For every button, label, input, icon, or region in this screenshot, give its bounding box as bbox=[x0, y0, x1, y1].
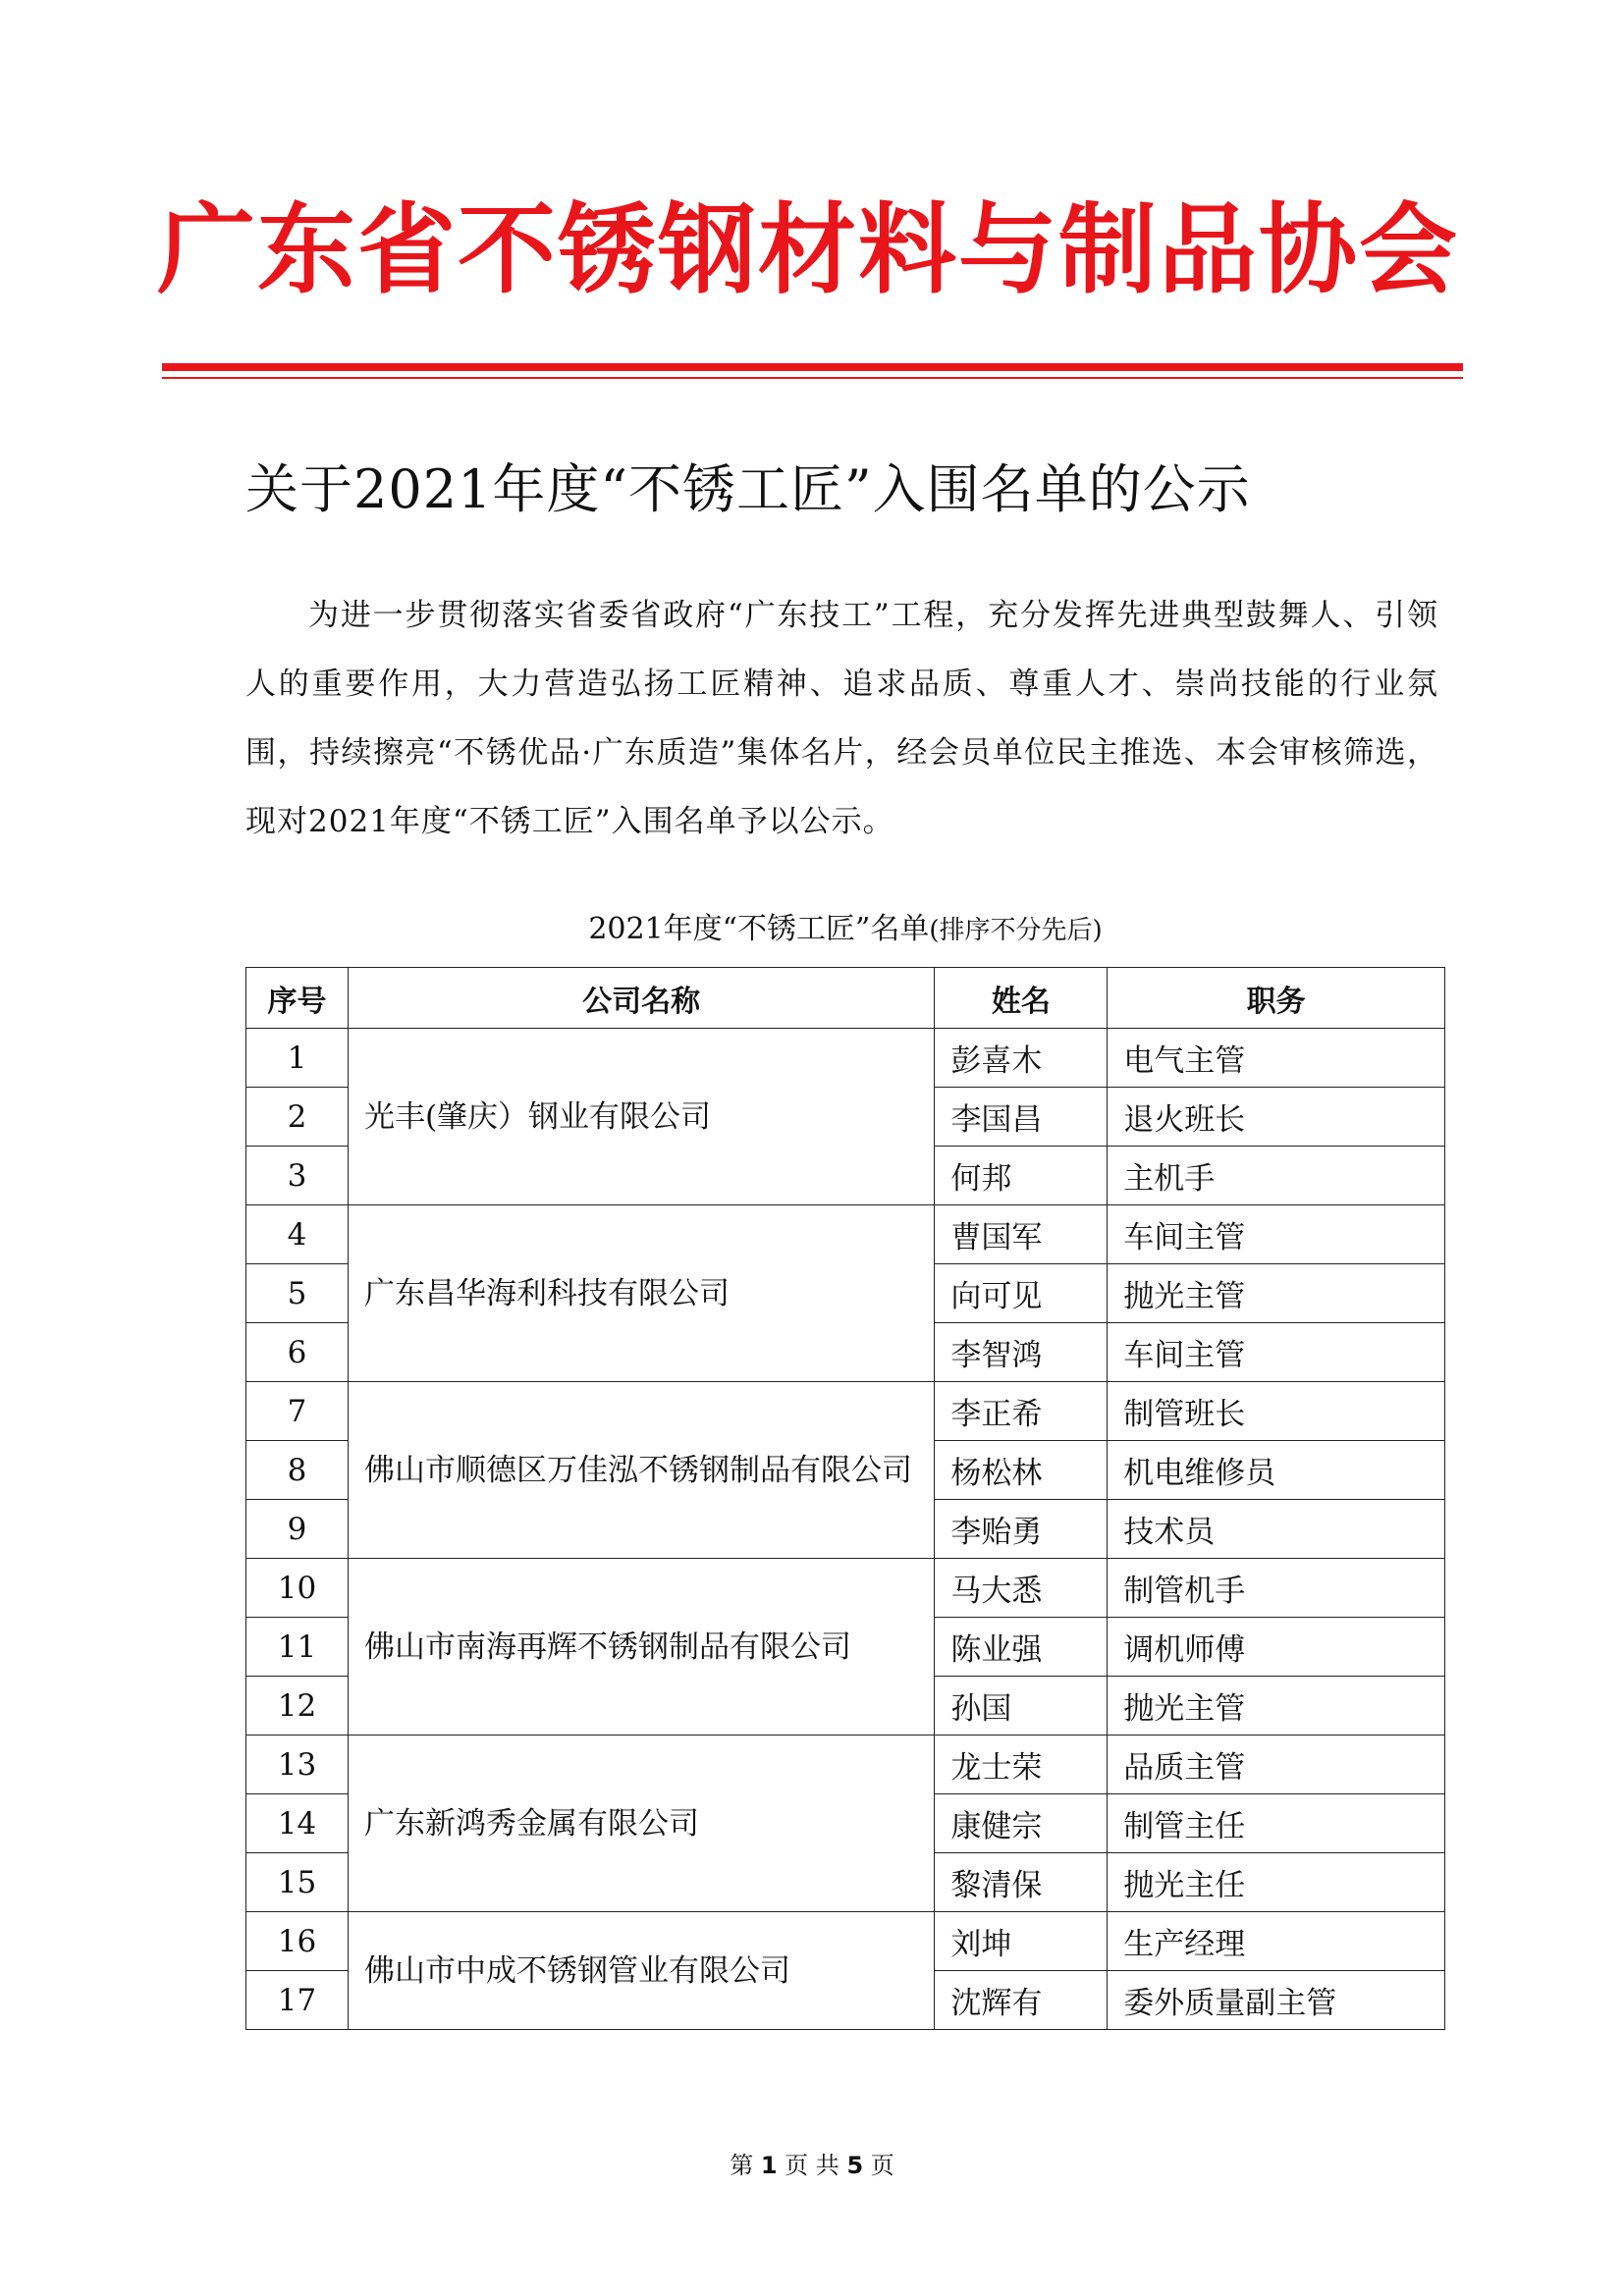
table-row bbox=[246, 1559, 1445, 1618]
row-number: 9 bbox=[246, 1500, 349, 1559]
person-position: 制管主任 bbox=[1108, 1794, 1445, 1853]
person-position: 退火班长 bbox=[1108, 1088, 1445, 1147]
footer-prefix: 第 bbox=[730, 2152, 754, 2179]
row-number: 14 bbox=[246, 1794, 349, 1853]
person-name: 李正希 bbox=[935, 1382, 1108, 1441]
row-number: 11 bbox=[246, 1618, 349, 1677]
roster-table-body bbox=[246, 1029, 1445, 2030]
row-number: 1 bbox=[246, 1029, 349, 1088]
document-title: 关于2021年度“不锈工匠”入围名单的公示 bbox=[245, 458, 1251, 520]
company-name: 佛山市顺德区万佳泓不锈钢制品有限公司 bbox=[348, 1382, 934, 1559]
person-name: 刘坤 bbox=[935, 1912, 1108, 1971]
row-number: 7 bbox=[246, 1382, 349, 1441]
footer-suffix: 页 bbox=[870, 2152, 894, 2179]
person-name: 李智鸿 bbox=[935, 1323, 1108, 1382]
person-name: 向可见 bbox=[935, 1264, 1108, 1323]
person-position: 机电维修员 bbox=[1108, 1441, 1445, 1500]
person-name: 龙士荣 bbox=[935, 1735, 1108, 1794]
person-position: 生产经理 bbox=[1108, 1912, 1445, 1971]
row-number: 15 bbox=[246, 1853, 349, 1912]
table-row bbox=[246, 1382, 1445, 1441]
person-position: 电气主管 bbox=[1108, 1029, 1445, 1088]
row-number: 16 bbox=[246, 1912, 349, 1971]
row-number: 5 bbox=[246, 1264, 349, 1323]
person-position: 车间主管 bbox=[1108, 1205, 1445, 1264]
masthead-red-rule bbox=[162, 363, 1463, 371]
person-name: 何邦 bbox=[935, 1147, 1108, 1205]
person-name: 康健宗 bbox=[935, 1794, 1108, 1853]
person-position: 技术员 bbox=[1108, 1500, 1445, 1559]
table-caption-text: 2021年度“不锈工匠”名单 bbox=[588, 912, 930, 946]
company-name: 广东新鸿秀金属有限公司 bbox=[348, 1735, 934, 1912]
person-name: 彭喜木 bbox=[935, 1029, 1108, 1088]
company-name: 广东昌华海利科技有限公司 bbox=[348, 1205, 934, 1382]
person-position: 制管班长 bbox=[1108, 1382, 1445, 1441]
header-position: 职务 bbox=[1108, 968, 1445, 1029]
header-name: 姓名 bbox=[935, 968, 1108, 1029]
person-position: 制管机手 bbox=[1108, 1559, 1445, 1618]
table-row bbox=[246, 1912, 1445, 1971]
intro-paragraph: 为进一步贯彻落实省委省政府“广东技工”工程，充分发挥先进典型鼓舞人、引领人的重要作用，大力营造弘扬工匠精神、追求品质、尊重人才、崇尚技能的行业氛围，持续擦亮“不锈优品·广东质造”集体名片，经会员单位民主推选、本会审核筛选，现对2021年度“不锈工匠”入围名单予以公示。 bbox=[245, 598, 1438, 839]
association-masthead: 广东省不锈钢材料与制品协会 bbox=[157, 192, 1459, 307]
masthead-red-rule-thin bbox=[162, 377, 1463, 379]
person-position: 品质主管 bbox=[1108, 1735, 1445, 1794]
page-footer bbox=[0, 2146, 1624, 2180]
person-name: 马大悉 bbox=[935, 1559, 1108, 1618]
person-position: 车间主管 bbox=[1108, 1323, 1445, 1382]
person-name: 孙国 bbox=[935, 1677, 1108, 1735]
row-number: 2 bbox=[246, 1088, 349, 1147]
person-name: 杨松林 bbox=[935, 1441, 1108, 1500]
table-row bbox=[246, 1735, 1445, 1794]
row-number: 17 bbox=[246, 1971, 349, 2030]
table-header-row bbox=[246, 968, 1445, 1029]
person-position: 主机手 bbox=[1108, 1147, 1445, 1205]
header-number: 序号 bbox=[246, 968, 349, 1029]
person-position: 抛光主管 bbox=[1108, 1677, 1445, 1735]
person-name: 李国昌 bbox=[935, 1088, 1108, 1147]
row-number: 10 bbox=[246, 1559, 349, 1618]
company-name: 光丰(肇庆）钢业有限公司 bbox=[348, 1029, 934, 1205]
footer-total-pages: 5 bbox=[846, 2152, 864, 2179]
person-position: 抛光主管 bbox=[1108, 1264, 1445, 1323]
row-number: 13 bbox=[246, 1735, 349, 1794]
company-name: 佛山市中成不锈钢管业有限公司 bbox=[348, 1912, 934, 2030]
table-row bbox=[246, 1205, 1445, 1264]
person-position: 抛光主任 bbox=[1108, 1853, 1445, 1912]
row-number: 8 bbox=[246, 1441, 349, 1500]
person-name: 李贻勇 bbox=[935, 1500, 1108, 1559]
person-name: 黎清保 bbox=[935, 1853, 1108, 1912]
row-number: 4 bbox=[246, 1205, 349, 1264]
company-name: 佛山市南海再辉不锈钢制品有限公司 bbox=[348, 1559, 934, 1735]
row-number: 3 bbox=[246, 1147, 349, 1205]
table-caption bbox=[245, 912, 1445, 946]
row-number: 6 bbox=[246, 1323, 349, 1382]
header-company: 公司名称 bbox=[348, 968, 934, 1029]
person-position: 委外质量副主管 bbox=[1108, 1971, 1445, 2030]
footer-middle: 页 共 bbox=[785, 2152, 839, 2179]
table-row bbox=[246, 1029, 1445, 1088]
person-position: 调机师傅 bbox=[1108, 1618, 1445, 1677]
person-name: 曹国军 bbox=[935, 1205, 1108, 1264]
person-name: 沈辉有 bbox=[935, 1971, 1108, 2030]
roster-table bbox=[245, 967, 1445, 2030]
footer-current-page: 1 bbox=[760, 2152, 778, 2179]
person-name: 陈业强 bbox=[935, 1618, 1108, 1677]
table-caption-note: (排序不分先后) bbox=[929, 916, 1103, 945]
row-number: 12 bbox=[246, 1677, 349, 1735]
